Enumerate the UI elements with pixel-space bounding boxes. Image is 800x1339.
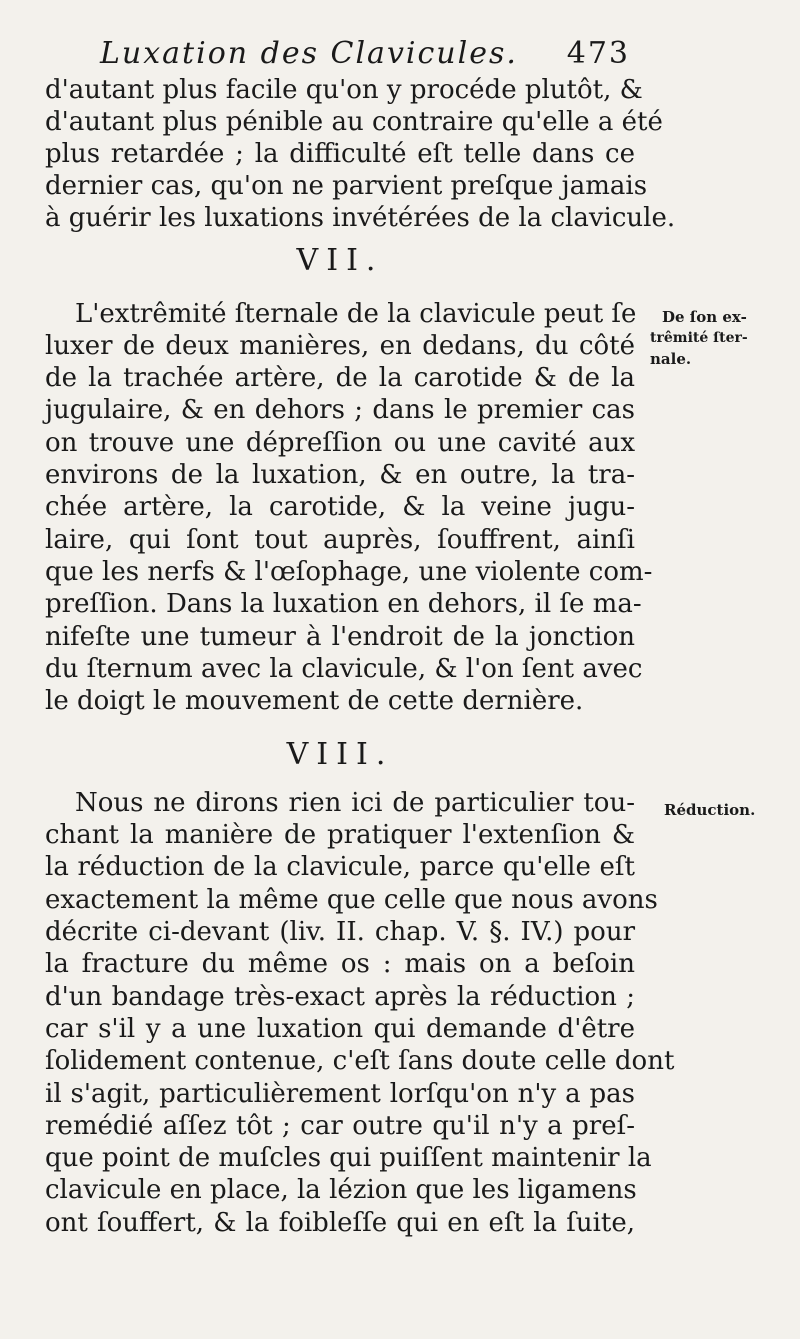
margin-note xyxy=(650,307,800,370)
text-line: ſolidement contenue, c'eſt ſans doute celle dont xyxy=(45,1046,675,1076)
text-line: à guérir les luxations invétérées de la clavicule. xyxy=(45,203,676,233)
text-line: chée artère, la carotide, & la veine jugu- xyxy=(45,492,635,522)
text-line: environs de la luxation, & en outre, la tra- xyxy=(45,460,635,490)
text-line: la réduction de la clavicule, parce qu'elle eſt xyxy=(45,852,635,882)
text-line: laire, qui ſont tout auprès, ſouffrent, ainſi xyxy=(45,525,635,555)
text-line: plus retardée ; la difficulté eſt telle dans ce xyxy=(45,139,635,169)
text-line: Nous ne dirons rien ici de particulier tou- xyxy=(75,788,635,818)
text-line: d'autant plus pénible au contraire qu'elle a été xyxy=(45,107,663,137)
text-line: dernier cas, qu'on ne parvient preſque jamais xyxy=(45,171,648,201)
text-line: remédié aſſez tôt ; car outre qu'il n'y a preſ- xyxy=(45,1111,635,1141)
running-title: Luxation des Clavicules. xyxy=(100,36,518,71)
margin-note xyxy=(664,800,800,821)
text-line: du ſternum avec la clavicule, & l'on ſent avec xyxy=(45,654,643,684)
text-line: ont ſouffert, & la foibleſſe qui en eſt la ſuite, xyxy=(45,1208,635,1238)
text-line: jugulaire, & en dehors ; dans le premier cas xyxy=(45,395,635,425)
text-line: on trouve une dépreſſion ou une cavité aux xyxy=(45,428,635,458)
text-line: L'extrêmité ſternale de la clavicule peut ſe xyxy=(75,299,637,329)
text-line: nifeſte une tumeur à l'endroit de la jonction xyxy=(45,622,635,652)
text-line: luxer de deux manières, en dedans, du côté xyxy=(45,331,635,361)
text-line: de la trachée artère, de la carotide & de la xyxy=(45,363,635,393)
page-number: 473 xyxy=(566,36,630,71)
margin-note-line: De ſon ex- xyxy=(662,308,747,326)
text-line: clavicule en place, la lézion que les ligamens xyxy=(45,1175,637,1205)
text-line: le doigt le mouvement de cette dernière. xyxy=(45,686,584,716)
section-heading: VII. xyxy=(296,243,384,278)
margin-note-line: trêmité ſter- xyxy=(650,330,748,346)
section-heading: VIII. xyxy=(286,737,394,772)
margin-note-line: Réduction. xyxy=(664,801,756,819)
text-line: décrite ci-devant (liv. II. chap. V. §. IV.) pour xyxy=(45,917,635,947)
text-line: d'un bandage très-exact après la réduction ; xyxy=(45,982,635,1012)
text-line: exactement la même que celle que nous avons xyxy=(45,885,658,915)
text-line: preſſion. Dans la luxation en dehors, il ſe ma- xyxy=(45,589,642,619)
margin-note-line: nale. xyxy=(650,350,692,368)
text-line: la fracture du même os : mais on a beſoin xyxy=(45,949,635,979)
text-line: d'autant plus facile qu'on y procéde plutôt, & xyxy=(45,75,643,105)
text-line: il s'agit, particulièrement lorſqu'on n'y a pas xyxy=(45,1079,635,1109)
text-line: que les nerfs & l'œſophage, une violente com- xyxy=(45,557,653,587)
text-line: que point de muſcles qui puiſſent maintenir la xyxy=(45,1143,652,1173)
text-line: chant la manière de pratiquer l'extenſion & xyxy=(45,820,635,850)
text-line: car s'il y a une luxation qui demande d'être xyxy=(45,1014,635,1044)
